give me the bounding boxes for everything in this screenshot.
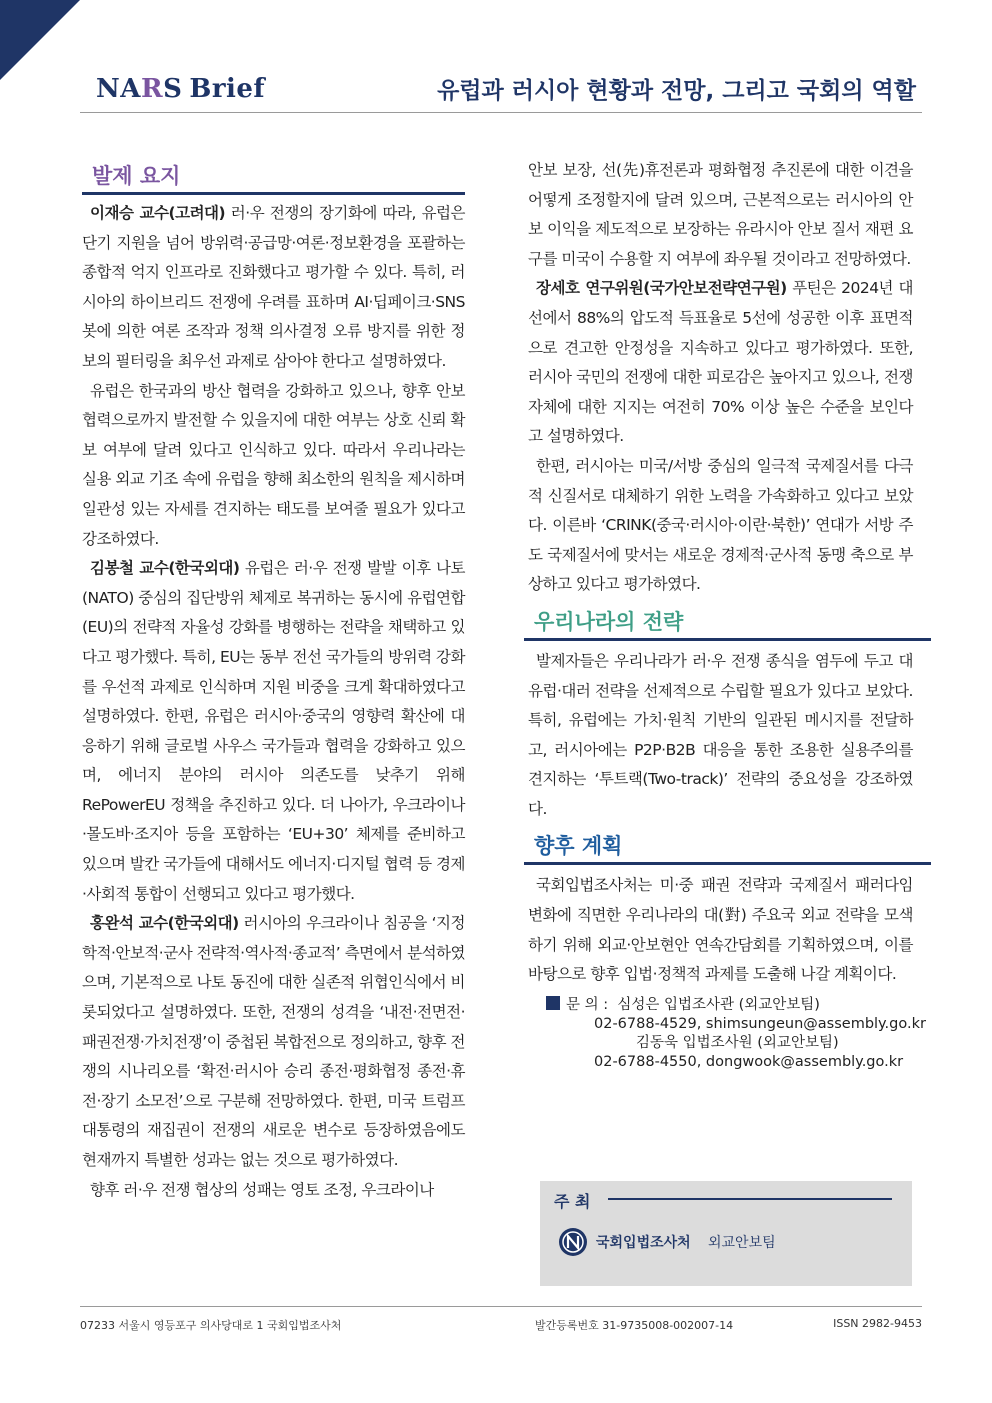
- host-box: [540, 1181, 912, 1286]
- national-assembly-emblem-icon: [558, 1227, 588, 1257]
- host-organization: 국회입법조사처: [596, 1235, 691, 1251]
- speaker-name: 홍완석 교수(한국외대): [90, 914, 239, 933]
- left-column: [82, 156, 465, 1205]
- footer-address: 07233 서울시 영등포구 의사당대로 1 국회입법조사처: [80, 1319, 342, 1332]
- bullet-square-icon: [546, 996, 560, 1010]
- divider: [608, 1198, 892, 1200]
- paragraph: 유럽은 한국과의 방산 협력을 강화하고 있으나, 향후 안보 협력으로까지 발전할 수 있을지에 대한 여부는 상호 신뢰 확보 여부에 달려 있다고 인식하고 있다. 따라서 우리나라는 실용 외교 기조 속에 유럽을 향해 최소한의 원칙을 제시하며 일관성 있는 자세를 견지하는 태도를 보여줄 필요가 있다고 강조하였다.: [82, 381, 465, 548]
- contact-person: 심성은 입법조사관 (외교안보팀): [617, 996, 820, 1013]
- footer-issn: ISSN 2982-9453: [833, 1317, 922, 1330]
- contact-details: 02-6788-4529, shimsungeun@assembly.go.kr: [594, 1015, 926, 1032]
- page-footer: [80, 1306, 922, 1332]
- host-team: 외교안보팀: [708, 1235, 776, 1251]
- speaker-name: 이재승 교수(고려대): [90, 204, 226, 222]
- section-heading-strategy: 우리나라의 전략: [524, 602, 931, 641]
- paragraph: 국회입법조사처는 미·중 패권 전략과 국제질서 패러다임 변화에 직면한 우리나라의 대(對) 주요국 외교 전략을 모색하기 위해 외교·안보현안 연속간담회를 기획하였으며, 이를 바탕으로 향후 입법·정책적 과제를 도출해 나갈 계획이다.: [528, 876, 913, 984]
- host-label: 주 최: [554, 1192, 591, 1211]
- section-heading-summary: 발제 요지: [82, 156, 465, 195]
- corner-decoration: [0, 0, 80, 80]
- paragraph: 이재승 교수(고려대) 러·우 전쟁의 장기화에 따라, 유럽은 단기 지원을 넘어 방위력·공급망·여론·정보환경을 포괄하는 종합적 억지 인프라로 진화했다고 평가할 수 있다. 특히, 러시아의 하이브리드 전쟁에 우려를 표하며 AI·딥페이크·SNS 봇에 의한 여론 조작과 정책 의사결정 오류 방지를 위한 정보의 필터링을 최우선 과제로 삼아야 한다고 설명하였다.: [82, 204, 465, 370]
- nars-brief-logo: NARS Brief: [96, 74, 266, 104]
- section-heading-plan: 향후 계획: [524, 826, 931, 865]
- contact-details: 02-6788-4550, dongwook@assembly.go.kr: [594, 1053, 904, 1070]
- paragraph: 향후 러·우 전쟁 협상의 성패는 영토 조정, 우크라이나: [90, 1180, 434, 1199]
- contact-info: 문 의 : 심성은 입법조사관 (외교안보팀) 02-6788-4529, shimsungeun@assembly.go.kr 김동욱 입법조사원 (외교안보팀) 02-6788-4550, dongwook@assembly.go.kr: [528, 996, 913, 1072]
- page-title: 유럽과 러시아 현황과 전망, 그리고 국회의 역할: [437, 78, 916, 104]
- speaker-name: 김봉철 교수(한국외대): [90, 559, 240, 578]
- right-column: [528, 156, 926, 1072]
- speaker-name: 장세호 연구위원(국가안보전략연구원): [536, 279, 787, 298]
- paragraph: 발제자들은 우리나라가 러·우 전쟁 종식을 염두에 두고 대유럽·대러 전략을 선제적으로 수립할 필요가 있다고 보았다. 특히, 유럽에는 가치·원칙 기반의 일관된 메시지를 전달하고, 러시아에는 P2P·B2B 대응을 통한 조용한 실용주의를 견지하는 ‘투트랙(Two-track)’ 전략의 중요성을 강조하였다.: [528, 651, 913, 818]
- paragraph: 김봉철 교수(한국외대) 유럽은 러·우 전쟁 발발 이후 나토(NATO) 중심의 집단방위 체제로 복귀하는 동시에 유럽연합(EU)의 전략적 자율성 강화를 병행하는 전략을 채택하고 있다고 평가했다. 특히, EU는 동부 전선 국가들의 방위력 강화를 우선적 과제로 인식하며 지원 비중을 크게 확대하였다고 설명하였다. 한편, 유럽은 러시아·중국의 영향력 확산에 대응하기 위해 글로벌 사우스 국가들과 협력을 강화하고 있으며, 에너지 분야의 러시아 의존도를 낮추기 위해 RePowerEU 정책을 추진하고 있다. 더 나아가, 우크라이나·몰도바·조지아 등을 포함하는 ‘EU+30’ 체제를 준비하고 있으며 발칸 국가들에 대해서도 에너지·디지털 협력 등 경제·사회적 통합이 선행되고 있다고 평가했다.: [82, 559, 466, 903]
- paragraph: 안보 보장, 선(先)휴전론과 평화협정 추진론에 대한 이견을 어떻게 조정할지에 달려 있으며, 근본적으로는 러시아의 안보 이익을 제도적으로 보장하는 유라시아 안보 질서 재편 요구를 미국이 수용할 지 여부에 좌우될 것이라고 전망하였다.: [528, 161, 913, 268]
- paragraph: 한편, 러시아는 미국/서방 중심의 일극적 국제질서를 다극적 신질서로 대체하기 위한 노력을 가속화하고 있다고 보았다. 이른바 ‘CRINK(중국·러시아·이란·북한)’ 연대가 서방 주도 국제질서에 맞서는 새로운 경제적·군사적 동맹 축으로 부상하고 있다고 평가하였다.: [528, 456, 913, 594]
- page-header: [80, 60, 922, 113]
- footer-registration-number: 발간등록번호 31-9735008-002007-14: [535, 1319, 734, 1332]
- contact-person: 김동욱 입법조사원 (외교안보팀): [636, 1034, 839, 1051]
- paragraph: 장세호 연구위원(국가안보전략연구원) 푸틴은 2024년 대선에서 88%의 압도적 득표율로 5선에 성공한 이후 표면적으로 견고한 안정성을 지속하고 있다고 평가하였다. 또한, 러시아 국민의 전쟁에 대한 피로감은 높아지고 있으나, 전쟁 자체에 대한 지지는 여전히 70% 이상 높은 수준을 보인다고 설명하였다.: [528, 279, 913, 446]
- paragraph: 홍완석 교수(한국외대) 러시아의 우크라이나 침공을 ‘지정학적·안보적·군사 전략적·역사적·종교적’ 측면에서 분석하였으며, 기본적으로 나토 동진에 대한 실존적 위협인식에서 비롯되었다고 설명하였다. 또한, 전쟁의 성격을 ‘내전·전면전·패권전쟁·가치전쟁’이 중첩된 복합전으로 정의하고, 향후 전쟁의 시나리오를 ‘확전·러시아 승리 종전·평화협정 종전·휴전·장기 소모전’으로 구분해 전망하였다. 한편, 미국 트럼프 대통령의 재집권이 전쟁의 새로운 변수로 등장하였음에도 현재까지 특별한 성과는 없는 것으로 평가하였다.: [82, 914, 465, 1169]
